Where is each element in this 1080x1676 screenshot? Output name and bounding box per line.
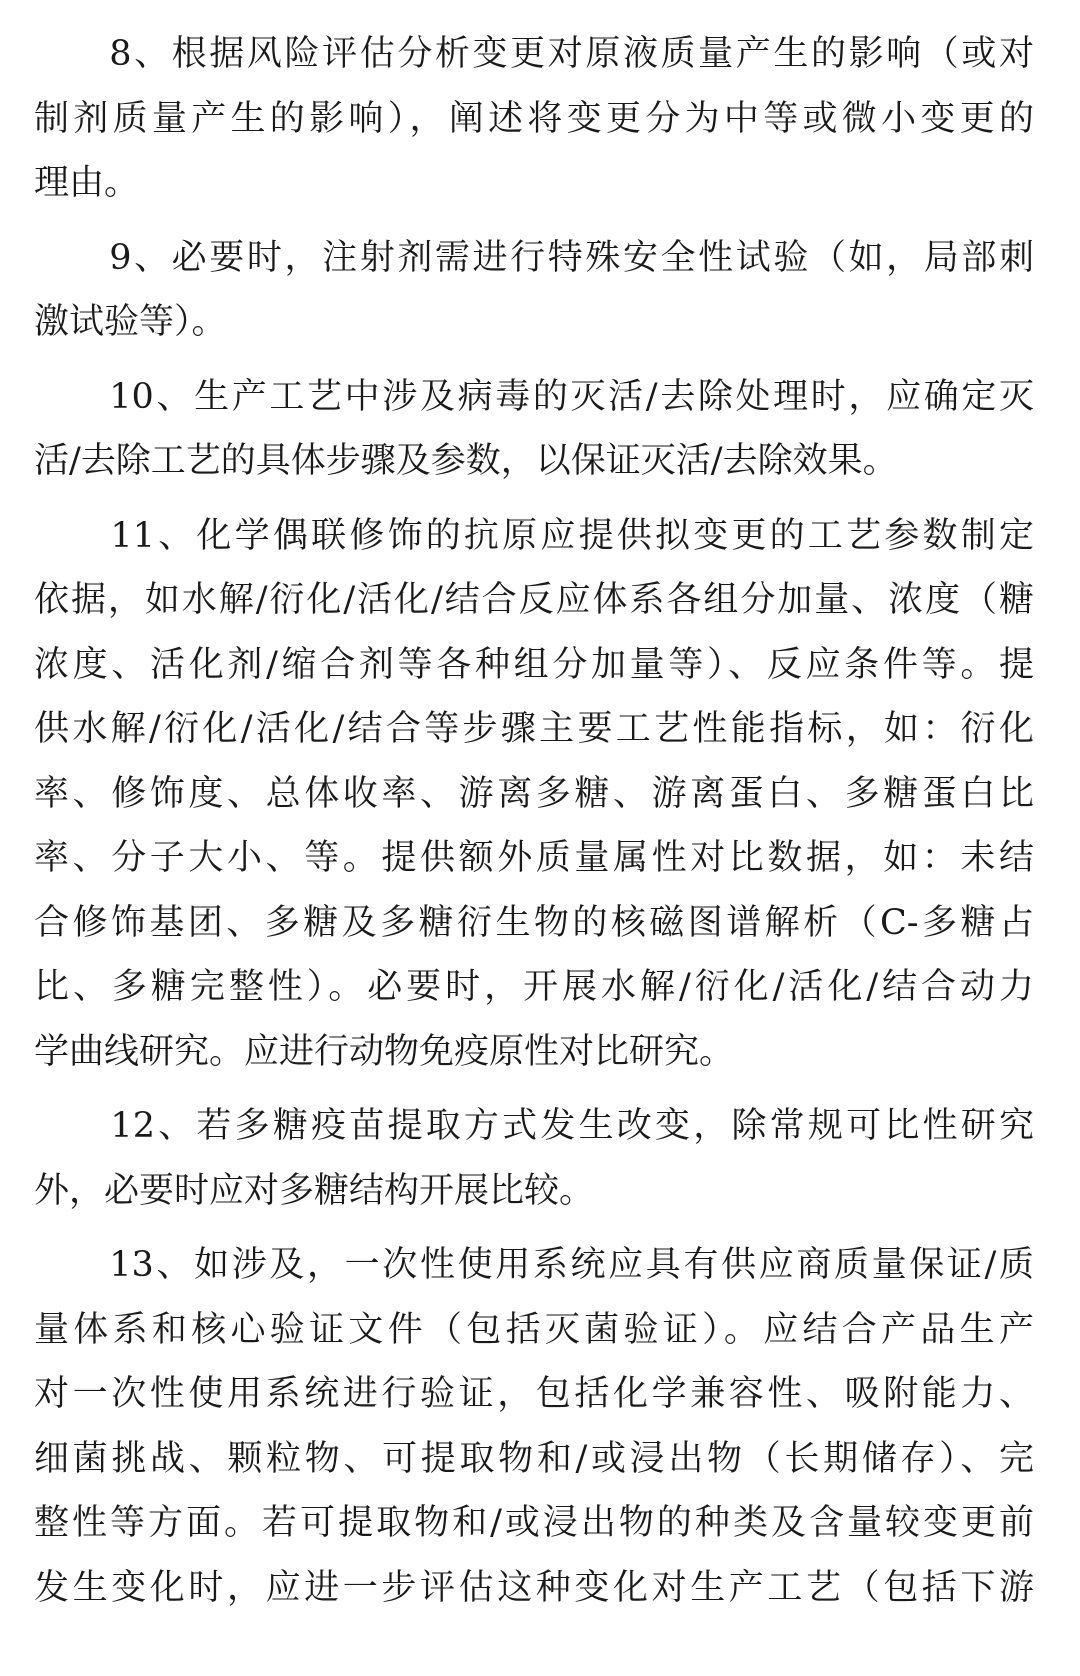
text-line: 率、修饰度、总体收率、游离多糖、游离蛋白、多糖蛋白比 [34,773,1034,814]
text-line: 8、根据风险评估分析变更对原液质量产生的影响（或对 [34,34,1034,74]
text-line: 对一次性使用系统进行验证，包括化学兼容性、吸附能力、 [34,1374,1034,1414]
text-line: 13、如涉及，一次性使用系统应具有供应商质量保证/质 [34,1245,1034,1285]
paragraph-13 [34,1233,1034,1620]
text-line: 活/去除工艺的具体步骤及参数，以保证灭活/去除效果。 [34,441,898,481]
text-line: 浓度、活化剂/缩合剂等各种组分加量等）、反应条件等。提 [34,644,1034,685]
text-line: 学曲线研究。应进行动物免疫原性对比研究。 [34,1031,735,1072]
paragraph-8 [34,22,1034,216]
text-line: 依据，如水解/衍化/活化/结合反应体系各组分加量、浓度（糖 [34,580,1034,620]
text-line: 细菌挑战、颗粒物、可提取物和/或浸出物（长期储存）、完 [34,1438,1034,1479]
text-line: 10、生产工艺中涉及病毒的灭活/去除处理时，应确定灭 [34,376,1034,417]
text-line: 理由。 [34,163,140,203]
text-line: 量体系和核心验证文件（包括灭菌验证）。应结合产品生产 [34,1309,1034,1350]
text-line: 11、化学偶联修饰的抗原应提供拟变更的工艺参数制定 [34,515,1034,556]
text-line: 12、若多糖疫苗提取方式发生改变，除常规可比性研究 [34,1106,1034,1146]
text-line: 发生变化时，应进一步评估这种变化对生产工艺（包括下游 [34,1567,1034,1608]
text-line: 外，必要时应对多糖结构开展比较。 [34,1170,595,1211]
text-line: 激试验等）。 [34,302,227,342]
text-line: 比、多糖完整性）。必要时，开展水解/衍化/活化/结合动力 [34,967,1034,1007]
paragraph-10 [34,365,1034,494]
text-line: 率、分子大小、等。提供额外质量属性对比数据，如：未结 [34,838,1034,878]
paragraph-9 [34,226,1034,355]
text-line: 整性等方面。若可提取物和/或浸出物的种类及含量较变更前 [34,1503,1034,1543]
text-line: 供水解/衍化/活化/结合等步骤主要工艺性能指标，如：衍化 [34,709,1034,749]
paragraph-11 [34,504,1034,1085]
document-page [34,22,1034,1630]
text-line: 9、必要时，注射剂需进行特殊安全性试验（如，局部刺 [34,237,1034,278]
paragraph-12 [34,1094,1034,1223]
text-line: 合修饰基团、多糖及多糖衍生物的核磁图谱解析（C-多糖占 [34,902,1034,943]
text-line: 制剂质量产生的影响），阐述将变更分为中等或微小变更的 [34,98,1034,139]
